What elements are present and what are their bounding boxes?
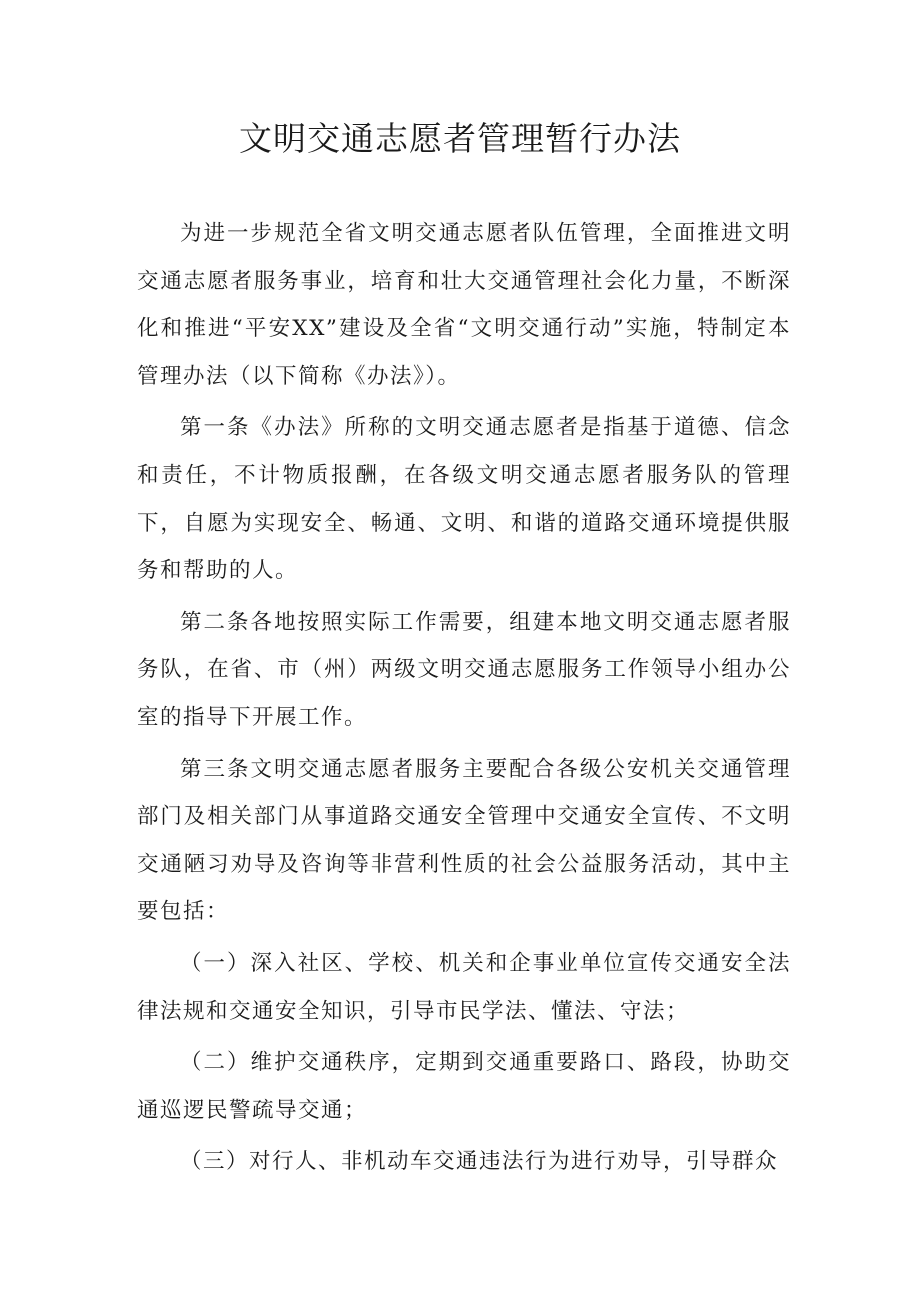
paragraph-preamble: 为进一步规范全省文明交通志愿者队伍管理，全面推进文明交通志愿者服务事业，培育和壮大交通管理社会化力量，不断深化和推进“平安XX”建设及全省“文明交通行动”实施，特制定本管理办法（以下简称《办法》）。 bbox=[137, 221, 791, 389]
paragraph-article-2: 第二条各地按照实际工作需要，组建本地文明交通志愿者服务队，在省、市（州）两级文明交通志愿服务工作领导小组办公室的指导下开展工作。 bbox=[137, 609, 791, 730]
paragraph-item-3: （三）对行人、非机动车交通违法行为进行劝导，引导群众 bbox=[180, 1149, 779, 1175]
paragraph-item-1: （一）深入社区、学校、机关和企事业单位宣传交通安全法律法规和交通安全知识，引导市民学法、懂法、守法； bbox=[137, 950, 791, 1024]
paragraph-article-3: 第三条文明交通志愿者服务主要配合各级公安机关交通管理部门及相关部门从事道路交通安全管理中交通安全宣传、不文明交通陋习劝导及咨询等非营利性质的社会公益服务活动，其中主要包括： bbox=[137, 756, 791, 925]
paragraph-item-2: （二）维护交通秩序，定期到交通重要路口、路段，协助交通巡逻民警疏导交通； bbox=[137, 1050, 791, 1123]
document-body bbox=[137, 210, 791, 1190]
document-title: 文明交通志愿者管理暂行办法 bbox=[239, 119, 681, 158]
paragraph-article-1: 第一条《办法》所称的文明交通志愿者是指基于道德、信念和责任，不计物质报酬，在各级文明交通志愿者服务队的管理下，自愿为实现安全、畅通、文明、和谐的道路交通环境提供服务和帮助的人。 bbox=[137, 415, 791, 584]
